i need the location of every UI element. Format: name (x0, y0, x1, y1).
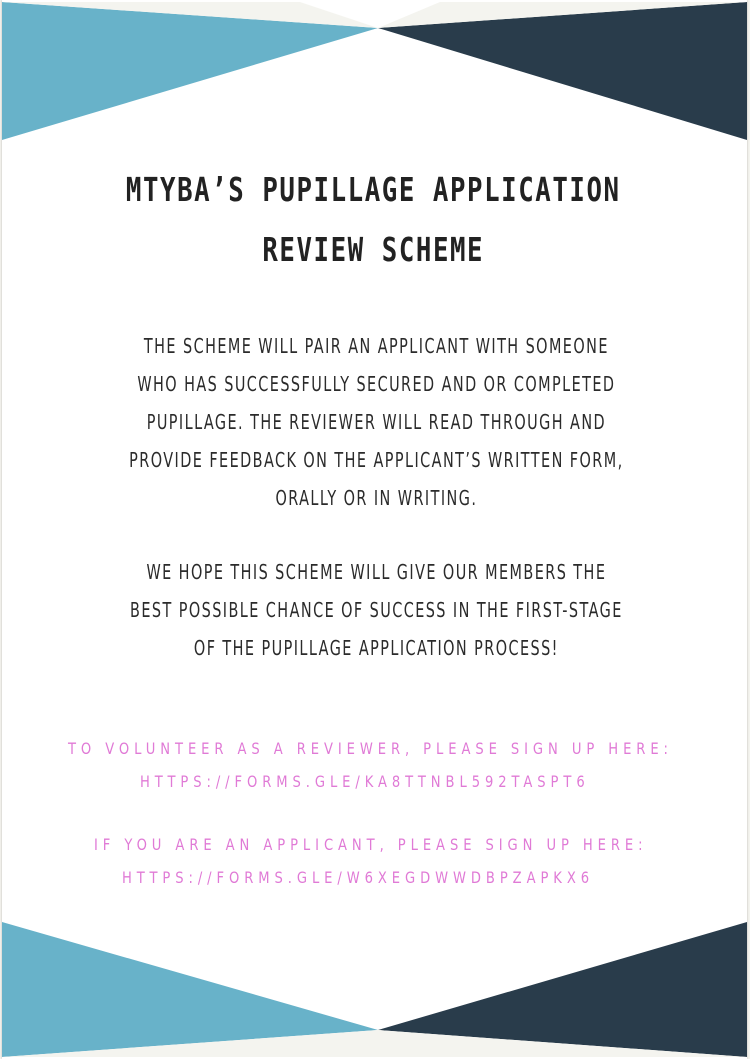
applicant-link-text[interactable]: HTTPS://FORMS.GLE/W6XEGDWWDBPZAPKX6 (122, 868, 594, 887)
description-line: PROVIDE FEEDBACK ON THE APPLICANT’S WRITTEN FORM, (129, 448, 624, 472)
description-line: PUPILLAGE. THE REVIEWER WILL READ THROUGH AND (146, 410, 607, 434)
hope-line: OF THE PUPILLAGE APPLICATION PROCESS! (193, 636, 559, 660)
applicant-link[interactable] (0, 861, 750, 894)
title-line-2: REVIEW SCHEME (262, 230, 485, 269)
description-paragraph (106, 327, 646, 517)
title-line-1: MTYBA’S PUPILLAGE APPLICATION (125, 170, 621, 209)
description-line: THE SCHEME WILL PAIR AN APPLICANT WITH SOMEONE (143, 334, 609, 358)
reviewer-cta (0, 732, 750, 765)
reviewer-cta-text: TO VOLUNTEER AS A REVIEWER, PLEASE SIGN UP HERE: (68, 739, 673, 758)
reviewer-link-text[interactable]: HTTPS://FORMS.GLE/KA8TTNBL592TASPT6 (140, 772, 590, 791)
reviewer-link[interactable] (0, 765, 750, 798)
applicant-signup (0, 828, 750, 894)
description-line: WHO HAS SUCCESSFULLY SECURED AND OR COMPLETED (137, 372, 616, 396)
hope-line: BEST POSSIBLE CHANCE OF SUCCESS IN THE FIRST-STAGE (130, 598, 623, 622)
applicant-cta (0, 828, 750, 861)
description-line: ORALLY OR IN WRITING. (275, 486, 478, 510)
reviewer-signup (0, 732, 750, 798)
hope-paragraph (106, 553, 646, 667)
applicant-cta-text: IF YOU ARE AN APPLICANT, PLEASE SIGN UP HERE: (94, 835, 648, 854)
hope-line: WE HOPE THIS SCHEME WILL GIVE OUR MEMBERS THE (146, 560, 607, 584)
